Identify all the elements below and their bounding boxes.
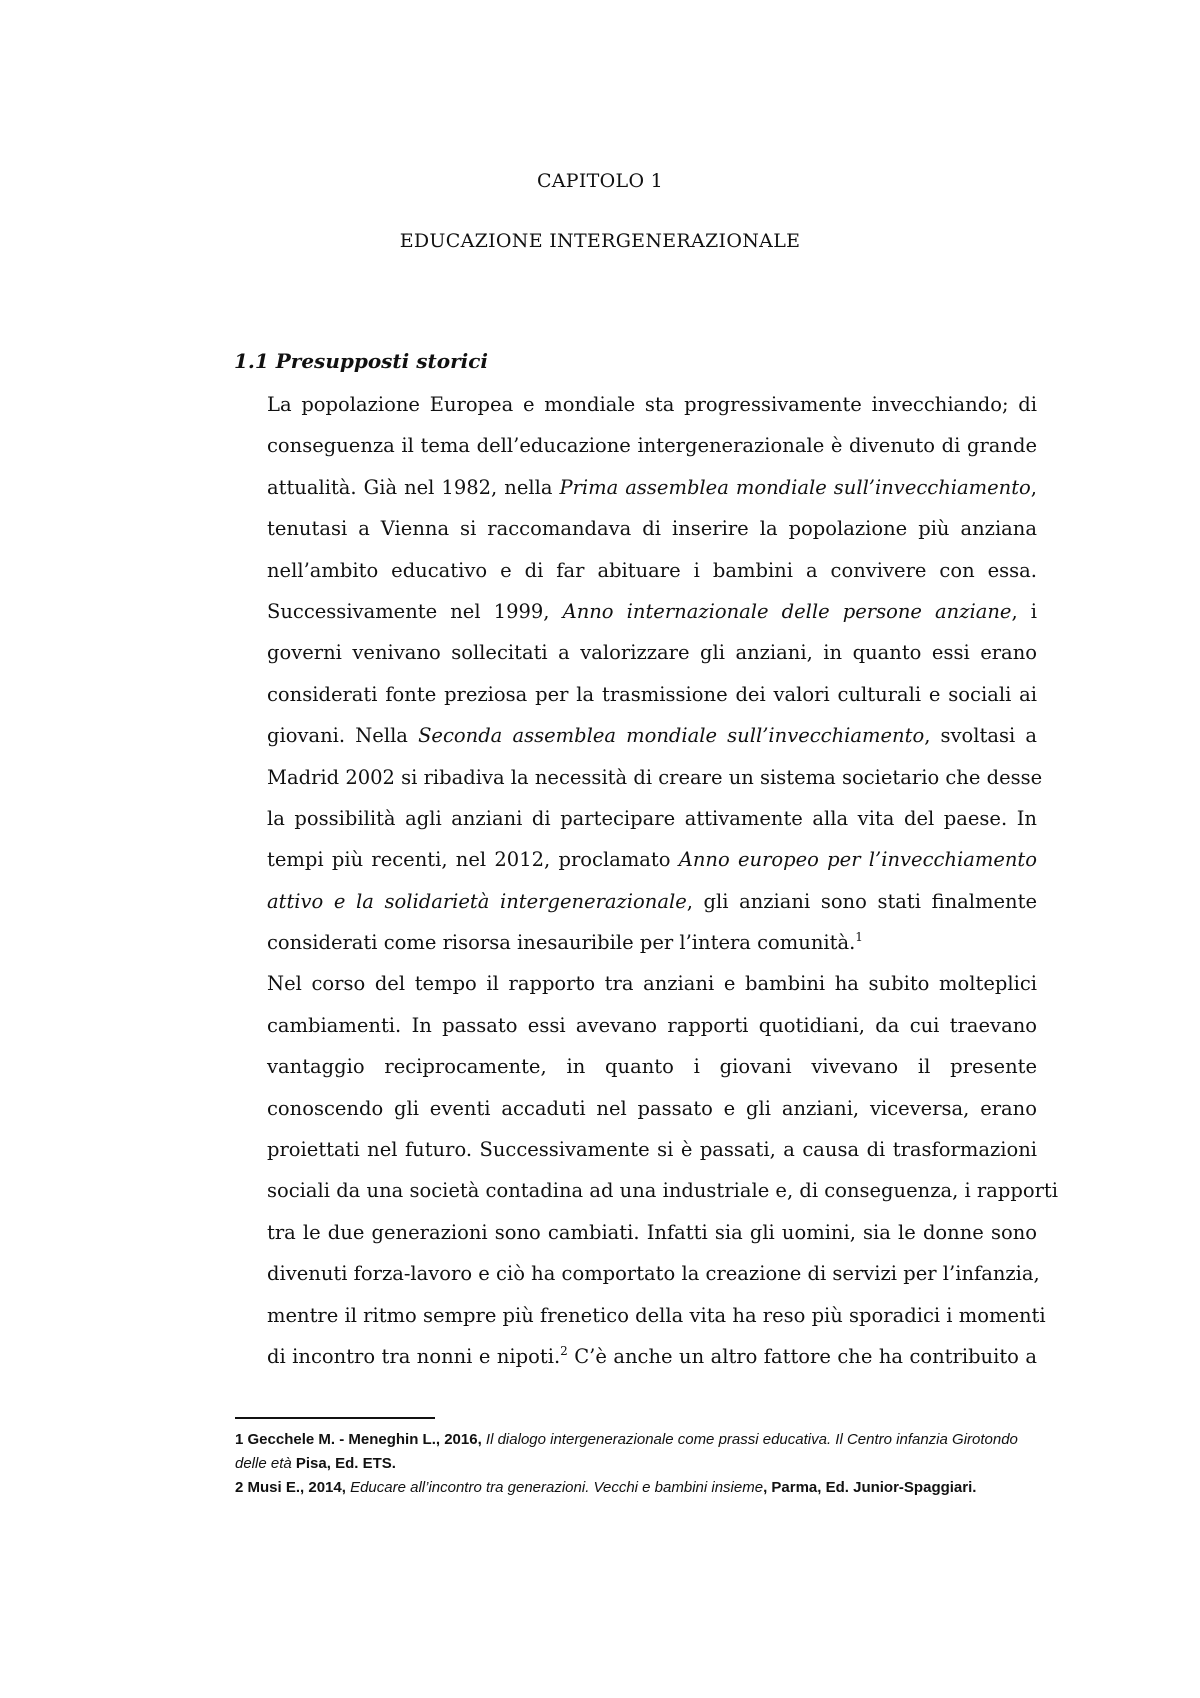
body-line: la possibilità agli anziani di partecipare attivamente alla vita del paese. In bbox=[267, 806, 1037, 830]
body-line: cambiamenti. In passato essi avevano rapporti quotidiani, da cui traevano bbox=[267, 1013, 1037, 1037]
body-line: conoscendo gli eventi accaduti nel passato e gli anziani, viceversa, erano bbox=[267, 1096, 1037, 1120]
body-line: tenutasi a Vienna si raccomandava di inserire la popolazione più anziana bbox=[267, 517, 1037, 541]
italic-title: Anno internazionale delle persone anziane bbox=[562, 599, 1012, 623]
body-line: conseguenza il tema dell’educazione intergenerazionale è divenuto di grande bbox=[267, 434, 1037, 458]
body-line: considerati fonte preziosa per la trasmissione dei valori culturali e sociali ai bbox=[267, 682, 1037, 706]
footnote-ref-1[interactable]: 1 bbox=[855, 930, 863, 945]
body-line: divenuti forza-lavoro e ciò ha comportato la creazione di servizi per l’infanzia, bbox=[267, 1262, 1040, 1286]
body-line: governi venivano sollecitati a valorizzare gli anziani, in quanto essi erano bbox=[267, 641, 1037, 665]
body-line: vantaggio reciprocamente, in quanto i giovani vivevano il presente bbox=[267, 1055, 1037, 1079]
body-line: mentre il ritmo sempre più frenetico della vita ha reso più sporadici i momenti bbox=[267, 1303, 1046, 1327]
chapter-label: CAPITOLO 1 bbox=[536, 170, 664, 192]
body-text bbox=[267, 384, 1058, 1377]
body-line: nell’ambito educativo e di far abituare i bambini a convivere con essa. bbox=[267, 558, 1037, 582]
body-line: proiettati nel futuro. Successivamente si è passati, a causa di trasformazioni bbox=[267, 1138, 1037, 1162]
footnote-ref-2[interactable]: 2 bbox=[560, 1343, 568, 1358]
chapter-title: EDUCAZIONE INTERGENERAZIONALE bbox=[399, 230, 801, 252]
body-line: Madrid 2002 si ribadiva la necessità di creare un sistema societario che desse bbox=[267, 765, 1043, 789]
body-line: tempi più recenti, nel 2012, proclamato Anno europeo per l’invecchiamento bbox=[267, 848, 1037, 872]
italic-title: Seconda assemblea mondiale sull’invecchiamento bbox=[418, 724, 925, 748]
body-line: Nel corso del tempo il rapporto tra anziani e bambini ha subito molteplici bbox=[267, 972, 1037, 996]
italic-title: attivo e la solidarietà intergenerazionale bbox=[267, 889, 687, 913]
footnote-1: 1 Gecchele M. - Meneghin L., 2016, Il dialogo intergenerazionale come prassi educativa. Il Centro infanzia Girotondo delle età Pisa, Ed. ETS. bbox=[235, 1431, 1018, 1472]
footnote-2: 2 Musi E., 2014, Educare all’incontro tra generazioni. Vecchi e bambini insieme, Parma, Ed. Junior-Spaggiari. bbox=[235, 1479, 977, 1496]
body-line: attualità. Già nel 1982, nella Prima assemblea mondiale sull’invecchiamento, bbox=[267, 475, 1037, 499]
body-line: sociali da una società contadina ad una industriale e, di conseguenza, i rapporti bbox=[267, 1179, 1058, 1203]
body-line: di incontro tra nonni e nipoti.$^2$ C’è anche un altro fattore che ha contribuito a bbox=[267, 1343, 1038, 1368]
italic-title: Prima assemblea mondiale sull’invecchiamento bbox=[559, 475, 1031, 499]
italic-title: Anno europeo per l’invecchiamento bbox=[678, 848, 1037, 872]
body-line: considerati come risorsa inesauribile per l’intera comunità.$^1$ bbox=[267, 930, 863, 955]
body-line: La popolazione Europea e mondiale sta progressivamente invecchiando; di bbox=[267, 393, 1037, 416]
section-heading: 1.1 Presupposti storici bbox=[234, 349, 488, 373]
body-line: tra le due generazioni sono cambiati. Infatti sia gli uomini, sia le donne sono bbox=[267, 1220, 1037, 1244]
footnote-separator bbox=[235, 1417, 435, 1419]
body-line: giovani. Nella Seconda assemblea mondiale sull’invecchiamento, svoltasi a bbox=[267, 724, 1038, 748]
body-line: Successivamente nel 1999, Anno internazionale delle persone anziane, i bbox=[267, 599, 1037, 623]
footnotes bbox=[235, 1428, 1035, 1500]
body-line: attivo e la solidarietà intergenerazionale, gli anziani sono stati finalmente bbox=[267, 889, 1037, 913]
